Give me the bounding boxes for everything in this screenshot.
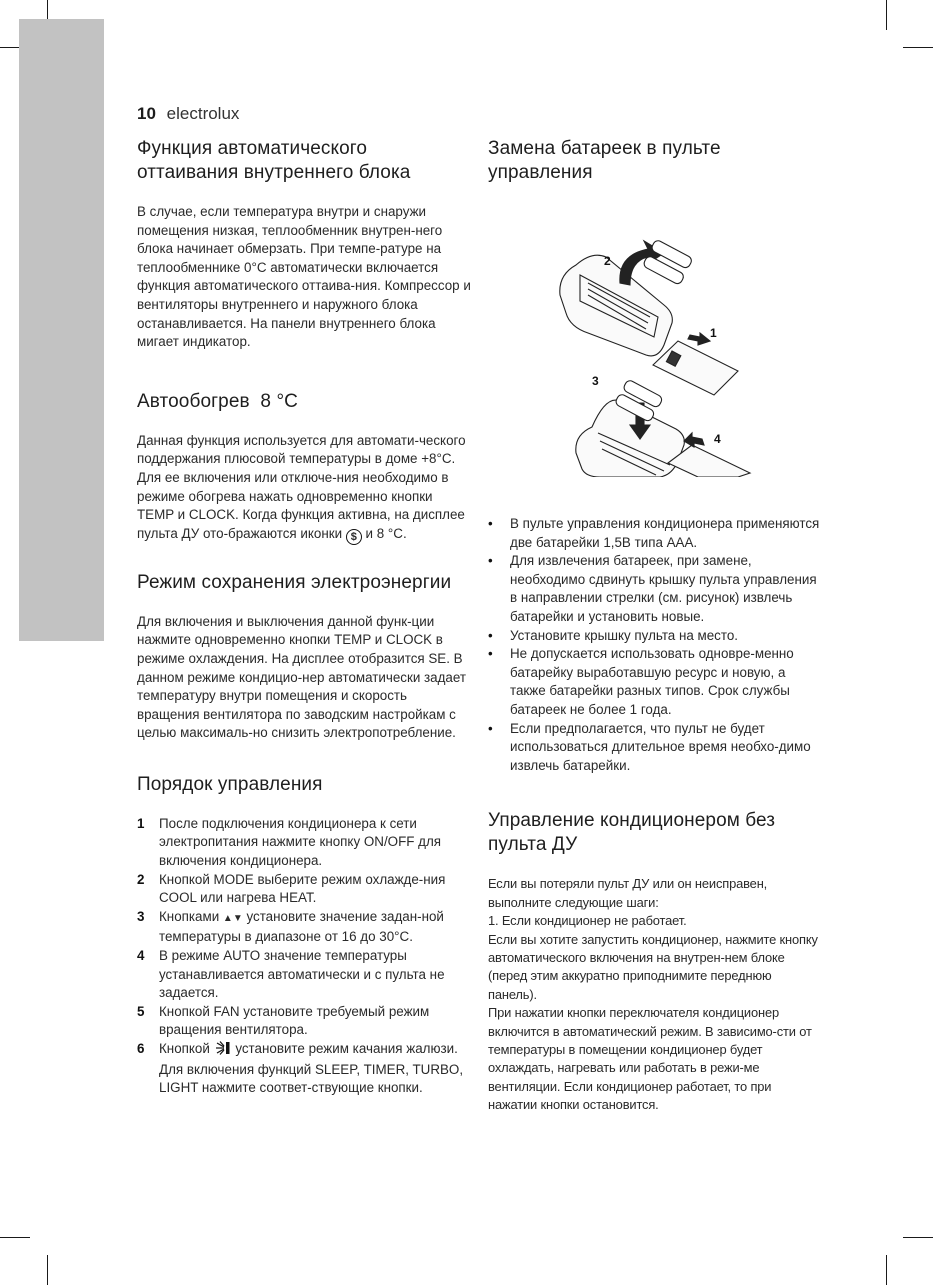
- title-line: управления: [488, 162, 593, 183]
- step-item: [137, 1003, 472, 1040]
- step-text: После подключения кондиционера к сети электропитания нажмите кнопку ON/OFF для включения кондиционера.: [159, 815, 442, 869]
- step-number: 1: [137, 815, 145, 831]
- bullet-item: • Не допускается использовать одновре-менно батарейку выработавшую ресурс и новую, а также батарейки разных типов. Срок службы батареек не более 1 года.: [488, 645, 823, 719]
- title-line: Замена батареек в пульте: [488, 138, 721, 159]
- left-column: [137, 137, 472, 1124]
- dollar-circle-icon: $: [346, 529, 362, 545]
- section-title: Порядок управления: [137, 773, 323, 795]
- up-down-arrows-icon: ▲▼: [222, 912, 243, 924]
- section-body: В случае, если температура внутри и снаружи помещения низкая, теплообменник внутрен-него блока начинает обмерзать. При темпе-ратуре на теплообменнике 0°C автоматически включается функция автоматического оттаива-ния. Компрессор и вентиляторы внутреннего и наружного блока останавливается. На панели внутреннего блока мигает индикатор.: [137, 204, 471, 350]
- section-defrost: [137, 137, 472, 352]
- paragraph: Если вы потеряли пульт ДУ или он неисправен, выполните следующие шаги:: [488, 876, 768, 910]
- crop-mark-bl-v: [47, 1255, 48, 1285]
- brand-name: electrolux: [166, 104, 240, 123]
- paragraph: 1. Если кондиционер не работает.: [488, 913, 687, 929]
- title-line: пульта ДУ: [488, 834, 578, 856]
- section-title: [488, 137, 823, 185]
- battery-replacement-illustration: [488, 195, 823, 477]
- step-text: В режиме AUTO значение температуры устанавливается автоматически и с пульта не задается.: [159, 948, 445, 1001]
- page-header: [137, 103, 239, 125]
- step-number: 6: [137, 1041, 145, 1056]
- section-title: [488, 809, 823, 857]
- step-text: Кнопками: [159, 908, 220, 924]
- section-body: Для включения и выключения данной функ-ции нажмите одновременно кнопки TEMP и CLOCK в режиме охлаждения. На дисплее отобразится SE. В данном режиме кондицио-нер автоматически задает температуру внутри помещения и скорость вращения вентилятора по заводским настройкам с целью максималь-но снизить электропотребление.: [137, 613, 467, 741]
- section-title: Режим сохранения электроэнергии: [137, 571, 452, 593]
- step-item: [137, 871, 472, 908]
- swing-louver-icon: [214, 1041, 232, 1061]
- battery-bullet-list: [488, 515, 823, 775]
- crop-mark-br-h: [903, 1237, 933, 1238]
- crop-mark-bl-h: [0, 1237, 30, 1238]
- figure-label-1: 1: [710, 326, 717, 340]
- body-text: и 8 °C.: [365, 525, 407, 541]
- section-operation: [137, 773, 472, 1098]
- crop-mark-tr-v: [886, 0, 887, 30]
- section-batteries: [488, 137, 823, 775]
- step-item: [137, 815, 472, 871]
- step-number: 5: [137, 1003, 145, 1019]
- crop-mark-br-v: [886, 1255, 887, 1285]
- step-item: [137, 908, 472, 947]
- paragraph: Если вы хотите запустить кондиционер, нажмите кнопку автоматического включения на внутрен-нем блоке (перед этим аккуратно приподнимите переднюю панель).: [488, 931, 818, 1002]
- figure-label-4: 4: [714, 432, 721, 446]
- step-text: Кнопкой MODE выберите режим охлажде-ния COOL или нагрева HEAT.: [159, 871, 446, 906]
- step-text: установите значение задан-ной температуры в диапазоне от 16 до 30°C.: [159, 908, 444, 945]
- step-text: установите режим качания жалюзи. Для включения функций SLEEP, TIMER, TURBO, LIGHT нажмите соответ-ствующие кнопки.: [159, 1041, 464, 1096]
- figure-label-2: 2: [604, 254, 611, 268]
- title-line: Управление кондиционером без: [488, 810, 776, 832]
- bullet-item: • Установите крышку пульта на место.: [488, 627, 823, 646]
- crop-mark-tr-h: [903, 47, 933, 48]
- figure-label-3: 3: [592, 374, 599, 388]
- title-line: оттаивания внутреннего блока: [137, 162, 411, 183]
- step-text: Кнопкой FAN установите требуемый режим вращения вентилятора.: [159, 1003, 430, 1038]
- step-item: [137, 947, 472, 1003]
- step-number: 3: [137, 908, 145, 924]
- right-column: [488, 137, 823, 1115]
- step-text: Кнопкой: [159, 1041, 210, 1056]
- steps-list: [137, 815, 472, 1098]
- section-energy-saving: [137, 571, 472, 743]
- paragraph: При нажатии кнопки переключателя кондиционер включится в автоматический режим. В зависимо-сти от температуры в помещении кондиционер будет охлаждать, нагревать или работать в режи-ме вентиляции. Если кондиционер работает, то при нажатии кнопки остановится.: [488, 1005, 812, 1113]
- bullet-item: • Для извлечения батареек, при замене, необходимо сдвинуть крышку пульта управления в направлении стрелки (см. рисунок) извлечь батарейки и установить новые.: [488, 552, 823, 626]
- body-text: Данная функция используется для автомати-ческого поддержания плюсовой температуры в доме +8°C. Для ее включения или отключе-ния необходимо в режиме обогрева нажать одновременно кнопки TEMP и CLOCK. Когда функция активна, на дисплее пульта ДУ ото-бражаются иконки: [137, 432, 466, 541]
- page-side-tab: [19, 19, 104, 641]
- section-no-remote: [488, 809, 823, 1114]
- title-line: Функция автоматического: [137, 138, 368, 159]
- step-number: 2: [137, 871, 145, 887]
- page-number: 10: [137, 104, 156, 123]
- section-title: [137, 137, 472, 185]
- section-body: [137, 432, 472, 545]
- bullet-item: • Если предполагается, что пульт не будет использоваться длительное время необхо-димо извлечь батарейки.: [488, 720, 823, 776]
- section-autoheat: [137, 390, 472, 545]
- step-item: [137, 1040, 472, 1098]
- step-number: 4: [137, 948, 145, 964]
- bullet-item: • В пульте управления кондиционера применяются две батарейки 1,5В типа AAA.: [488, 515, 823, 552]
- remote-battery-diagram-icon: [488, 195, 823, 477]
- section-title: Автообогрев 8 °C: [137, 390, 299, 412]
